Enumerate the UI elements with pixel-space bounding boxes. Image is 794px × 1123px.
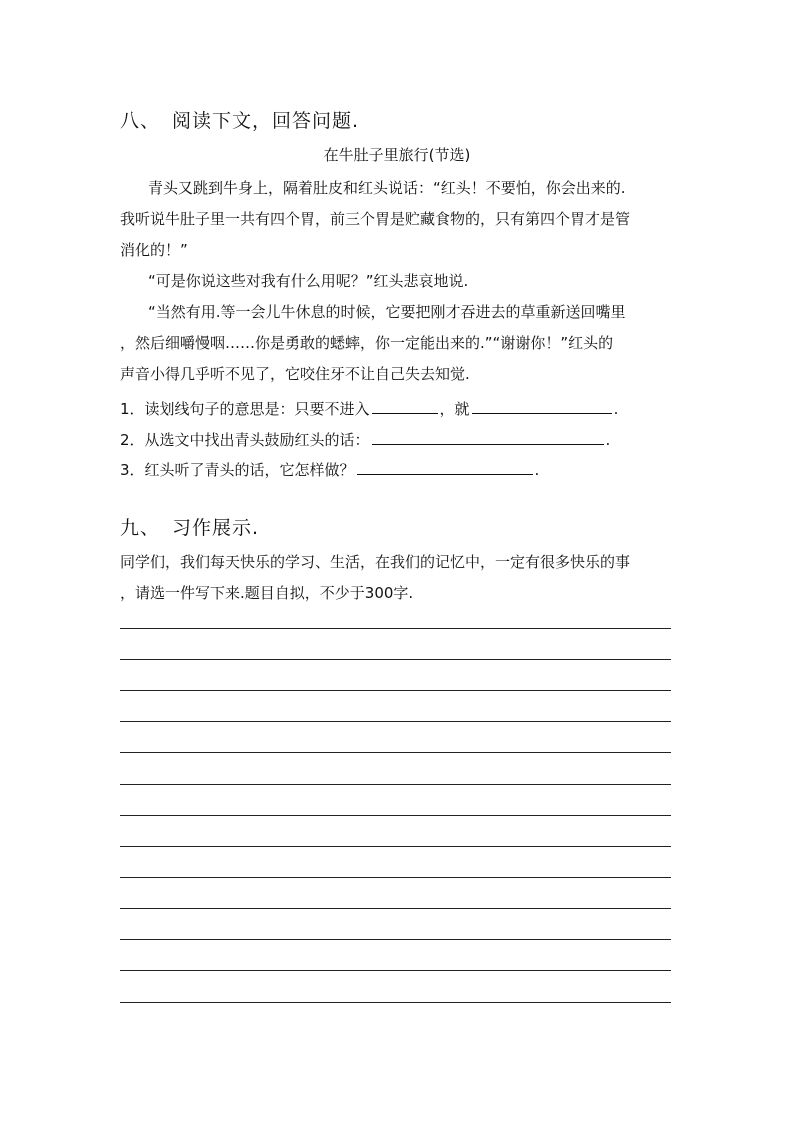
question-3-end: .: [534, 461, 540, 479]
question-1: [120, 396, 618, 419]
question-2: [120, 427, 610, 450]
question-1-text-a: 1．读划线句子的意思是：只要不进入: [120, 400, 370, 418]
writing-line[interactable]: [120, 690, 671, 691]
writing-line[interactable]: [120, 1002, 671, 1003]
writing-line[interactable]: [120, 784, 671, 785]
writing-line[interactable]: [120, 721, 671, 722]
writing-line[interactable]: [120, 752, 671, 753]
writing-line[interactable]: [120, 939, 671, 940]
section-8-title: 阅读下文，回答问题.: [172, 110, 360, 132]
question-1-text-b: ，就: [439, 400, 470, 418]
question-3: [120, 457, 539, 480]
section-9-number: 九、: [120, 517, 161, 539]
writing-line[interactable]: [120, 970, 671, 971]
question-2-answer-blank[interactable]: [372, 427, 604, 445]
question-2-end: .: [605, 431, 611, 449]
question-1-answer-blank-1[interactable]: [372, 396, 438, 414]
writing-line[interactable]: [120, 846, 671, 847]
question-1-end: .: [613, 400, 619, 418]
passage-line-1: 青头又跳到牛身上，隔着肚皮和红头说话：“红头！不要怕，你会出来的.: [148, 179, 626, 197]
passage-line-6: ，然后细嚼慢咽……你是勇敢的蟋蟀，你一定能出来的.”“谢谢你！”红头的: [120, 334, 614, 352]
writing-line[interactable]: [120, 659, 671, 660]
question-3-answer-blank[interactable]: [357, 457, 533, 475]
section-9-title: 习作展示.: [172, 517, 260, 539]
question-2-text: 2．从选文中找出青头鼓励红头的话：: [120, 431, 370, 449]
passage-line-5: “当然有用.等一会儿牛休息的时候，它要把刚才吞进去的草重新送回嘴里: [148, 303, 626, 321]
section-9-heading: [120, 513, 259, 540]
prompt-line-1: 同学们，我们每天快乐的学习、生活，在我们的记忆中，一定有很多快乐的事: [120, 553, 631, 571]
section-8-number: 八、: [120, 110, 161, 132]
prompt-line-2: ，请选一件写下来.题目自拟，不少于300字.: [120, 584, 414, 602]
passage-line-7: 声音小得几乎听不见了，它咬住牙不让自己失去知觉.: [120, 365, 470, 383]
question-3-text: 3．红头听了青头的话，它怎样做？: [120, 461, 355, 479]
writing-line[interactable]: [120, 815, 671, 816]
writing-line[interactable]: [120, 908, 671, 909]
writing-line[interactable]: [120, 877, 671, 878]
passage-line-2: 我听说牛肚子里一共有四个胃，前三个胃是贮藏食物的，只有第四个胃才是管: [120, 210, 631, 228]
writing-line[interactable]: [120, 628, 671, 629]
passage-line-4: “可是你说这些对我有什么用呢？”红头悲哀地说.: [148, 272, 469, 290]
passage-title: 在牛肚子里旅行(节选): [323, 146, 471, 164]
question-1-answer-blank-2[interactable]: [472, 396, 612, 414]
section-8-heading: [120, 106, 359, 133]
passage-line-3: 消化的！”: [120, 241, 188, 259]
